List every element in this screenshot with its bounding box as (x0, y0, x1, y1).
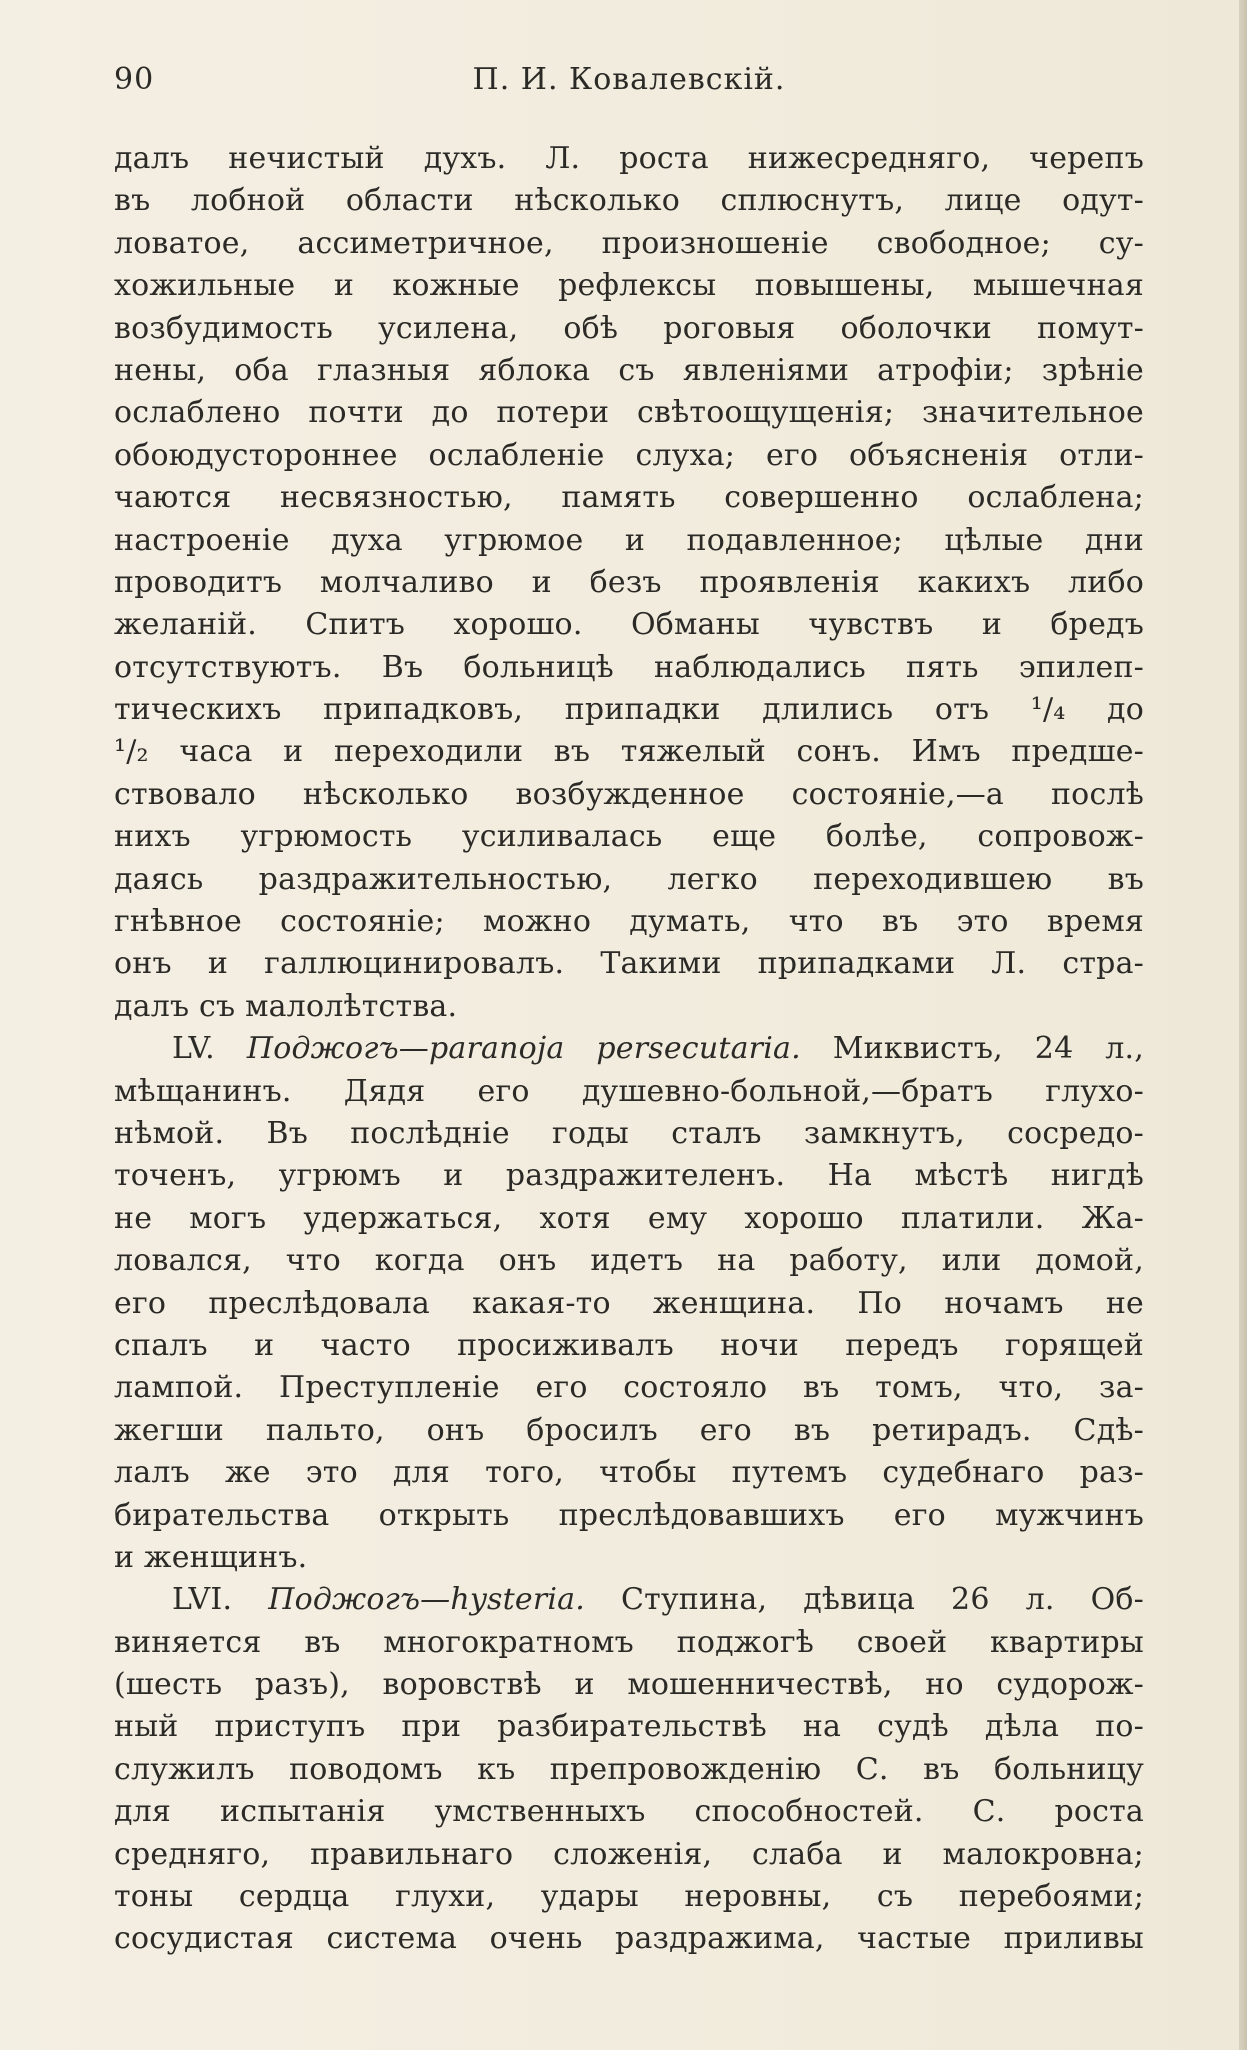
section-lead: Ступина, дѣвица 26 л. Об- (585, 1582, 1144, 1618)
page-header (114, 62, 1144, 112)
text-line: лампой. Преступленіе его состояло въ томъ, что, за- (114, 1370, 1144, 1406)
page-edge (1239, 0, 1247, 2050)
text-line: въ лобной области нѣсколько сплюснутъ, лице одут- (114, 183, 1144, 219)
text-line: для испытанія умственныхъ способностей. С. роста (114, 1794, 1144, 1830)
text-line: ослаблено почти до потери свѣтоощущенія; значительное (114, 395, 1144, 431)
body-text (114, 138, 1144, 1961)
text-line: обоюдустороннее ослабленіе слуха; его объясненія отли- (114, 437, 1144, 473)
text-line: возбудимость усилена, обѣ роговыя оболочки помут- (114, 310, 1144, 346)
text-line: не могъ удержаться, хотя ему хорошо платили. Жа- (114, 1200, 1144, 1236)
section-title: Поджогъ—hysteria. (268, 1582, 586, 1618)
text-line: сосудистая система очень раздражима, частые приливы (114, 1921, 1144, 1957)
text-line: виняется въ многократномъ поджогѣ своей квартиры (114, 1624, 1144, 1660)
section-heading-lv (114, 1028, 1144, 1070)
text-line: нихъ угрюмость усиливалась еще болѣе, сопровож- (114, 819, 1144, 855)
text-line: служилъ поводомъ къ препровожденію С. въ больницу (114, 1751, 1144, 1787)
section-title: Поджогъ—paranoja persecutaria. (246, 1031, 801, 1067)
text-line: чаются несвязностью, память совершенно ослаблена; (114, 480, 1144, 516)
text-line: желаній. Спитъ хорошо. Обманы чувствъ и бредъ (114, 607, 1144, 643)
text-line: бирательства открыть преслѣдовавшихъ его мужчинъ (114, 1497, 1144, 1533)
text-line: ный приступъ при разбирательствѣ на судѣ дѣла по- (114, 1709, 1144, 1745)
text-line: настроеніе духа угрюмое и подавленное; цѣлые дни (114, 522, 1144, 558)
text-line: мѣщанинъ. Дядя его душевно-больной,—братъ глухо- (114, 1073, 1144, 1109)
text-line: жегши пальто, онъ бросилъ его въ ретирадъ. Сдѣ- (114, 1412, 1144, 1448)
text-line: его преслѣдовала какая-то женщина. По ночамъ не (114, 1285, 1144, 1321)
text-line: и женщинъ. (114, 1539, 308, 1575)
text-line: средняго, правильнаго сложенія, слаба и малокровна; (114, 1836, 1144, 1872)
section-numeral: LV. (172, 1031, 215, 1067)
text-line: спалъ и часто просиживалъ ночи передъ горящей (114, 1327, 1144, 1363)
text-line: нены, оба глазныя яблока съ явленіями атрофіи; зрѣніе (114, 352, 1144, 388)
text-line: отсутствуютъ. Въ больницѣ наблюдались пять эпилеп- (114, 649, 1144, 685)
text-line: хожильные и кожные рефлексы повышены, мышечная (114, 268, 1144, 304)
text-line: лалъ же это для того, чтобы путемъ судебнаго раз- (114, 1455, 1144, 1491)
text-line: тическихъ припадковъ, припадки длились отъ ¹/₄ до (114, 692, 1144, 728)
page-number: 90 (114, 62, 155, 97)
text-line: нѣмой. Въ послѣдніе годы сталъ замкнутъ, сосредо- (114, 1115, 1144, 1151)
running-title: П. И. Ковалевскій. (472, 62, 786, 97)
text-line: ловатое, ассиметричное, произношеніе свободное; су- (114, 225, 1144, 261)
section-lead: Миквистъ, 24 л., (800, 1031, 1144, 1067)
text-line: ловался, что когда онъ идетъ на работу, или домой, (114, 1243, 1144, 1279)
text-line: онъ и галлюцинировалъ. Такими припадками Л. стра- (114, 946, 1144, 982)
text-line: далъ нечистый духъ. Л. роста нижесредняго, черепъ (114, 141, 1144, 176)
text-line: гнѣвное состояніе; можно думать, что въ это время (114, 904, 1144, 940)
text-line: далъ съ малолѣтства. (114, 988, 458, 1024)
text-line: тоны сердца глухи, удары неровны, съ перебоями; (114, 1879, 1144, 1915)
section-heading-lvi (114, 1579, 1144, 1621)
text-line: точенъ, угрюмъ и раздражителенъ. На мѣстѣ нигдѣ (114, 1158, 1144, 1194)
text-line: даясь раздражительностью, легко переходившею въ (114, 861, 1144, 897)
text-line: ¹/₂ часа и переходили въ тяжелый сонъ. Имъ предше- (114, 734, 1144, 770)
section-numeral: LVI. (172, 1582, 233, 1618)
text-line: ствовало нѣсколько возбужденное состояніе,—а послѣ (114, 776, 1144, 812)
text-line: (шесть разъ), воровствѣ и мошенничествѣ, но судорож- (114, 1667, 1144, 1703)
text-line: проводитъ молчаливо и безъ проявленія какихъ либо (114, 564, 1144, 600)
